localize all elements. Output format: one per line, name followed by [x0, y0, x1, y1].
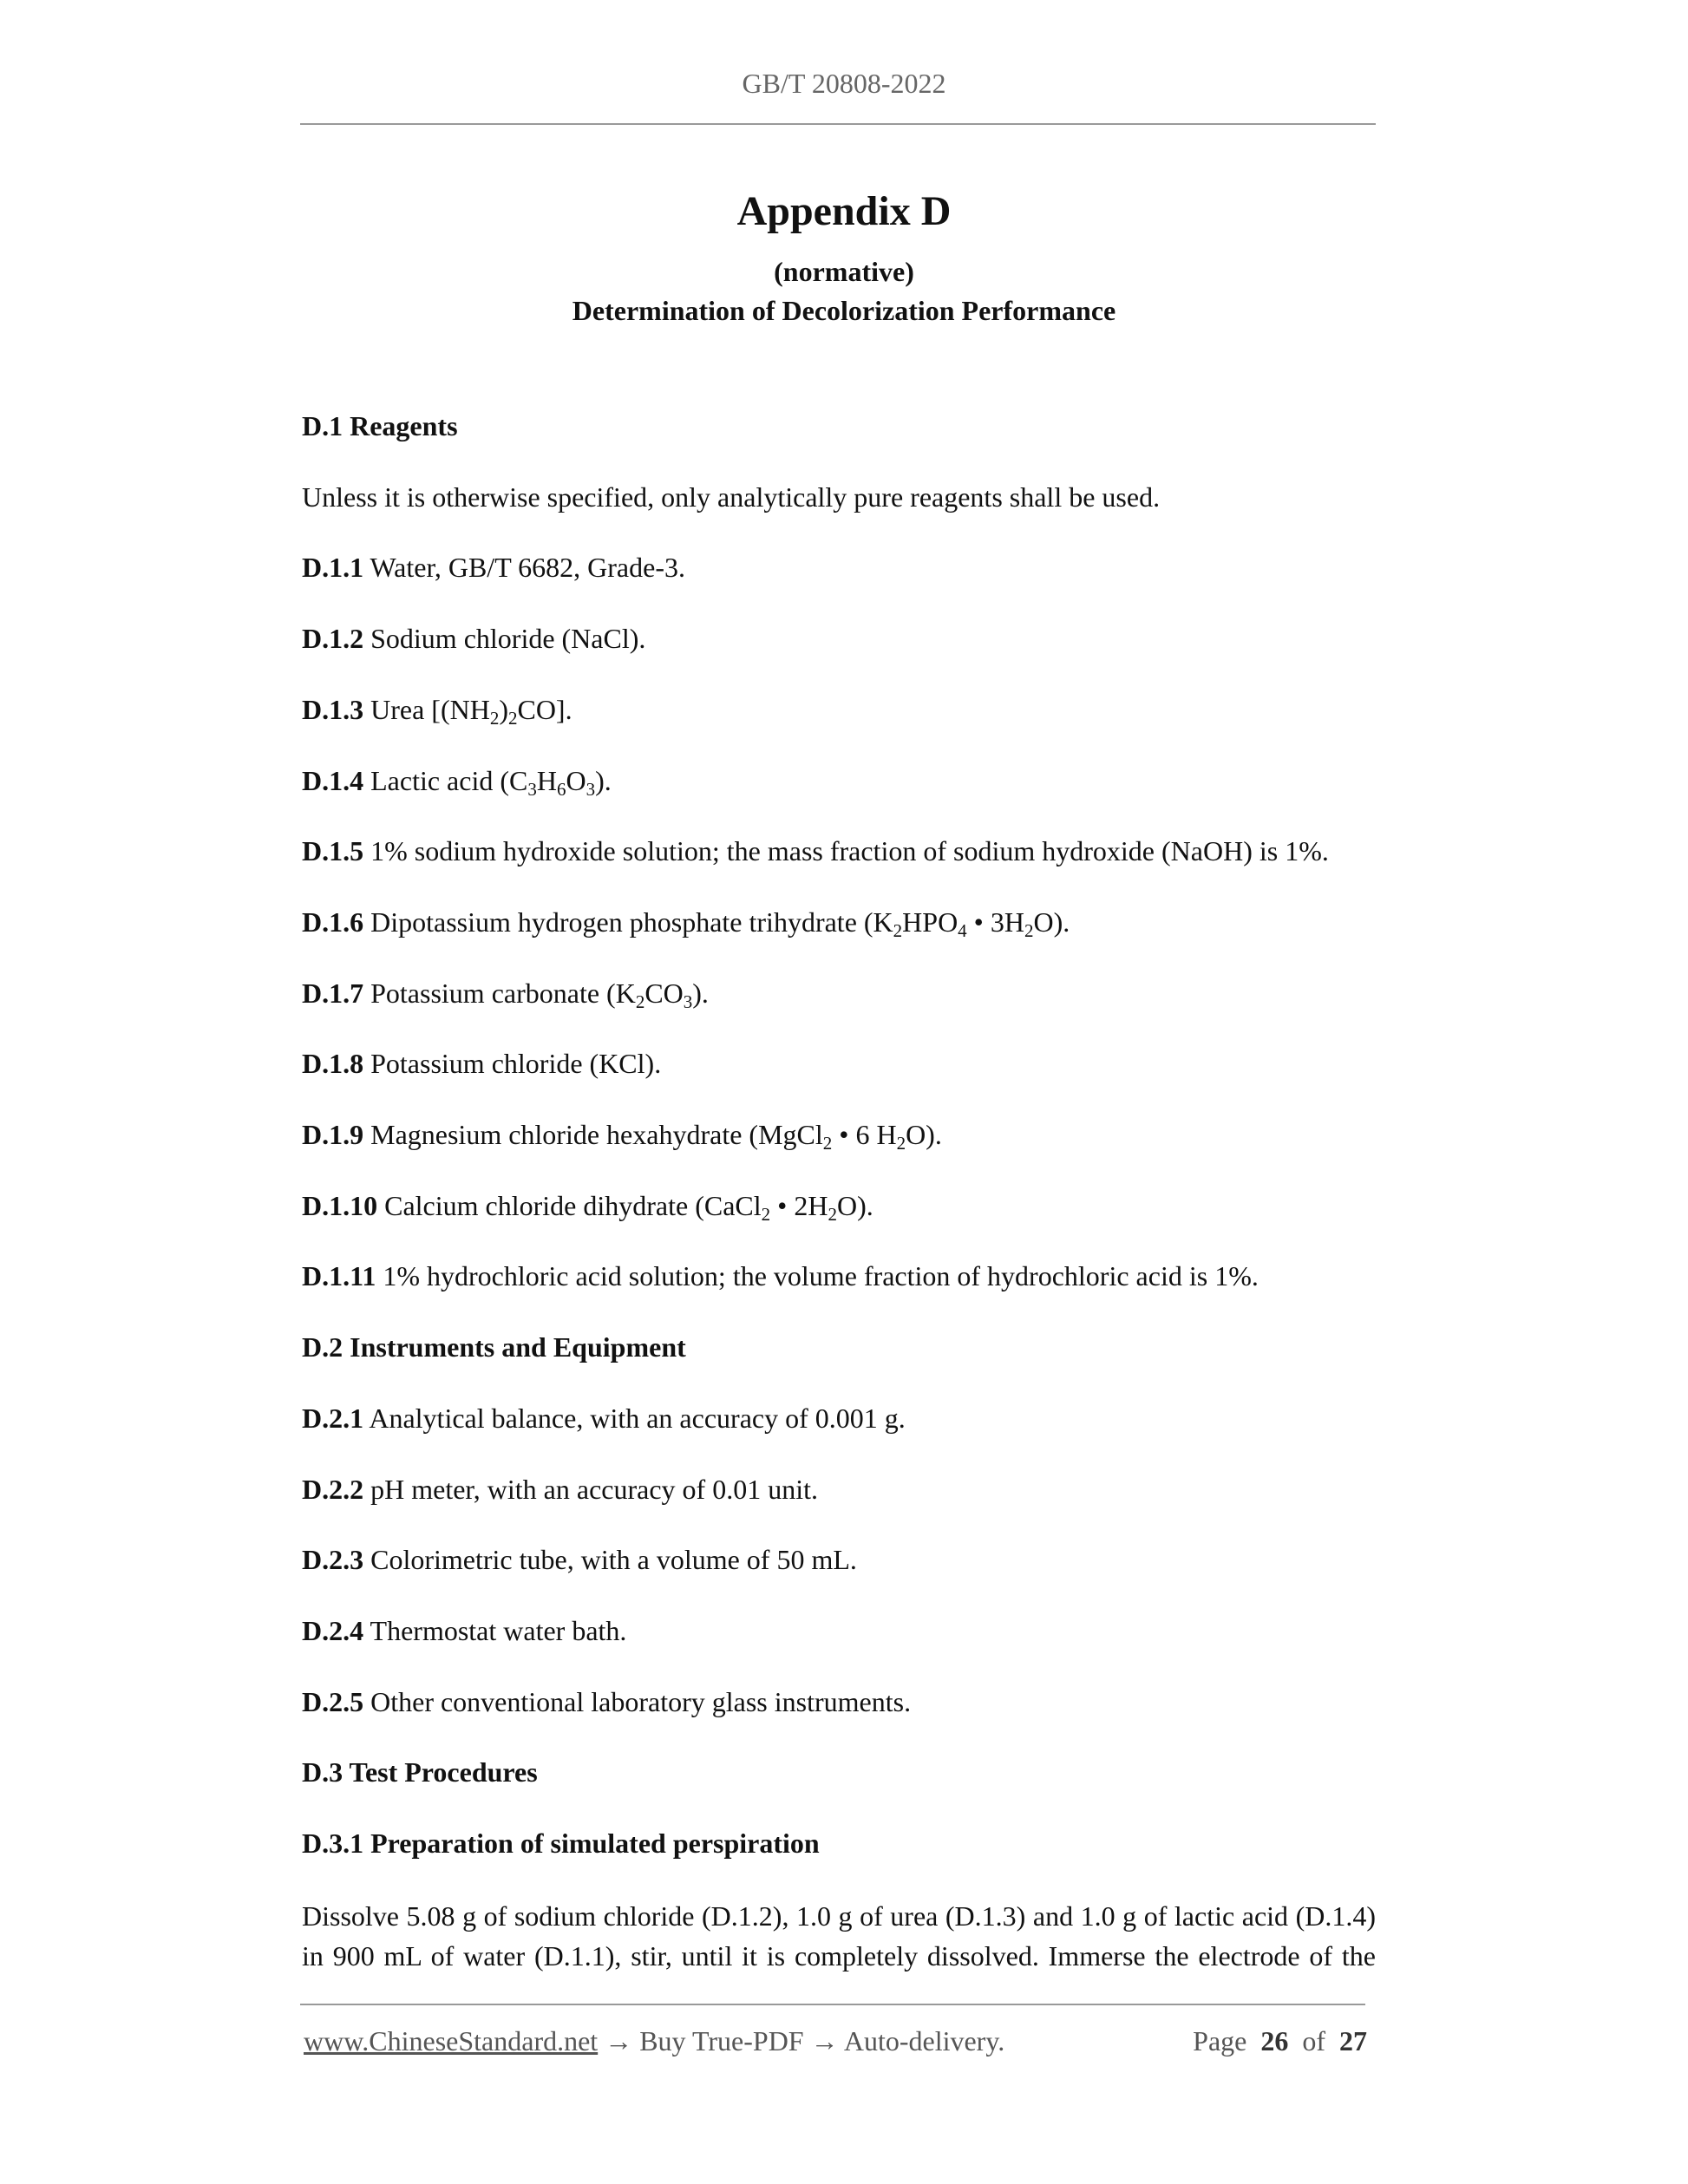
subscript: 3	[586, 778, 596, 800]
clause-text: Potassium chloride (KCl).	[363, 1048, 662, 1080]
subscript: 3	[527, 778, 537, 800]
promo-text: → Buy True-PDF → Auto-delivery.	[598, 2025, 1005, 2056]
clause-text: 1% sodium hydroxide solution; the mass fraction of sodium hydroxide (NaOH) is 1%.	[363, 835, 1329, 867]
appendix-type: (normative)	[774, 256, 914, 287]
clause-text: • 3H	[966, 906, 1024, 938]
clause-text: O).	[836, 1189, 873, 1221]
clause-text: )	[499, 693, 508, 725]
clause-number: D.2.5	[302, 1685, 364, 1717]
clause-line	[302, 1189, 873, 1225]
clause-line	[302, 1403, 906, 1435]
clause-number: D.2.4	[302, 1614, 364, 1646]
clause-text: O	[566, 764, 586, 796]
website-link[interactable]: www.ChineseStandard.net	[304, 2025, 599, 2056]
clause-line	[302, 906, 1070, 941]
appendix-title: Appendix D	[736, 188, 952, 234]
clause-text: Dipotassium hydrogen phosphate trihydrate (K	[363, 906, 893, 938]
section-heading	[302, 1331, 686, 1363]
page-total: 27	[1339, 2025, 1367, 2056]
subscript: 2	[761, 1203, 771, 1225]
clause-text: Potassium carbonate (K	[363, 977, 636, 1009]
footer	[304, 2025, 1367, 2057]
clause-number: D.1.4	[302, 764, 364, 796]
clause-number: D.2.1	[302, 1402, 364, 1434]
clause-text: Lactic acid (C	[363, 764, 528, 796]
clause-number: D.1.10	[302, 1189, 378, 1221]
clause-number: D.1.9	[302, 1119, 364, 1150]
clause-text: Colorimetric tube, with a volume of 50 mL.	[363, 1544, 857, 1576]
clause-line	[302, 764, 612, 800]
paragraph-line: Dissolve 5.08 g of sodium chloride (D.1.2), 1.0 g of urea (D.1.3) and 1.0 g of lactic acid (D.1.4)	[302, 1900, 1376, 1932]
clause-text: HPO	[902, 906, 958, 938]
section-heading	[302, 1828, 820, 1860]
clause-number: D.1.3	[302, 693, 364, 725]
clause-text: Magnesium chloride hexahydrate (MgCl	[363, 1119, 823, 1150]
clause-line	[302, 1686, 911, 1718]
clause-line	[302, 835, 1329, 867]
clause-line	[302, 693, 572, 729]
clause-text: • 6 H	[832, 1119, 897, 1150]
clause-number: D.1.8	[302, 1048, 364, 1080]
clause-text: ).	[692, 977, 709, 1009]
section-heading	[302, 1756, 538, 1788]
clause-text: CO	[644, 977, 684, 1009]
clause-text: ).	[595, 764, 612, 796]
footer-divider	[300, 2004, 1365, 2005]
page-of: of	[1302, 2025, 1325, 2056]
clause-number: D.3 Test Procedures	[302, 1756, 538, 1788]
clause-text: Thermostat water bath.	[363, 1614, 627, 1646]
clause-line	[302, 1474, 818, 1506]
document-id-header: GB/T 20808-2022	[742, 68, 946, 99]
clause-line	[302, 1260, 1259, 1292]
clause-text: Analytical balance, with an accuracy of 0.001 g.	[363, 1402, 906, 1434]
clause-line	[302, 978, 709, 1010]
clause-number: D.2.2	[302, 1473, 364, 1505]
clause-number: D.1.1	[302, 552, 364, 584]
subscript: 2	[507, 707, 518, 729]
subscript: 2	[828, 1203, 837, 1225]
clause-text: Unless it is otherwise specified, only analytically pure reagents shall be used.	[302, 481, 1161, 513]
clause-number: D.1 Reagents	[302, 410, 458, 441]
clause-text: pH meter, with an accuracy of 0.01 unit.	[363, 1473, 818, 1505]
clause-text: CO].	[517, 693, 572, 725]
clause-text: Urea [(NH	[363, 693, 490, 725]
clause-line	[302, 1544, 857, 1576]
appendix-subtitle: Determination of Decolorization Performance	[572, 295, 1116, 326]
clause-line	[302, 623, 645, 655]
page-current: 26	[1260, 2025, 1289, 2056]
section-heading	[302, 410, 458, 442]
clause-line	[302, 1119, 942, 1154]
subscript: 2	[489, 707, 500, 729]
subscript: 6	[556, 778, 566, 800]
subscript: 2	[635, 991, 645, 1012]
clause-text: 1% hydrochloric acid solution; the volume fraction of hydrochloric acid is 1%.	[376, 1260, 1259, 1292]
header-divider	[300, 123, 1376, 125]
clause-text: Sodium chloride (NaCl).	[363, 623, 646, 655]
clause-number: D.1.6	[302, 906, 364, 938]
clause-number: D.1.2	[302, 623, 364, 655]
subscript: 2	[893, 919, 903, 941]
clause-number: D.2.3	[302, 1544, 364, 1576]
page-indicator	[1193, 2025, 1367, 2057]
paragraph-line: in 900 mL of water (D.1.1), stir, until it is completely dissolved. Immerse the electrode of the	[302, 1940, 1376, 1971]
subscript: 3	[683, 991, 693, 1012]
clause-text: Water, GB/T 6682, Grade-3.	[363, 552, 685, 584]
clause-number: D.3.1 Preparation of simulated perspiration	[302, 1828, 820, 1859]
clause-text: H	[536, 764, 557, 796]
clause-number: D.1.11	[302, 1260, 376, 1292]
clause-number: D.1.7	[302, 977, 364, 1009]
clause-number: D.2 Instruments and Equipment	[302, 1331, 686, 1363]
paragraph-simulated-perspiration	[302, 1896, 1376, 1976]
clause-text: • 2H	[770, 1189, 828, 1221]
clause-number: D.1.5	[302, 835, 364, 867]
page-label: Page	[1193, 2025, 1247, 2056]
subscript: 2	[896, 1133, 906, 1154]
subscript: 2	[822, 1133, 833, 1154]
clause-line	[302, 552, 685, 584]
clause-line	[302, 1615, 626, 1647]
clause-text: Other conventional laboratory glass instruments.	[363, 1685, 912, 1717]
subscript: 4	[958, 919, 967, 941]
clause-text: O).	[906, 1119, 942, 1150]
clause-text: O).	[1033, 906, 1070, 938]
clause-text: Calcium chloride dihydrate (CaCl	[377, 1189, 762, 1221]
subscript: 2	[1024, 919, 1034, 941]
clause-line	[302, 1048, 661, 1080]
clause-line	[302, 481, 1160, 513]
